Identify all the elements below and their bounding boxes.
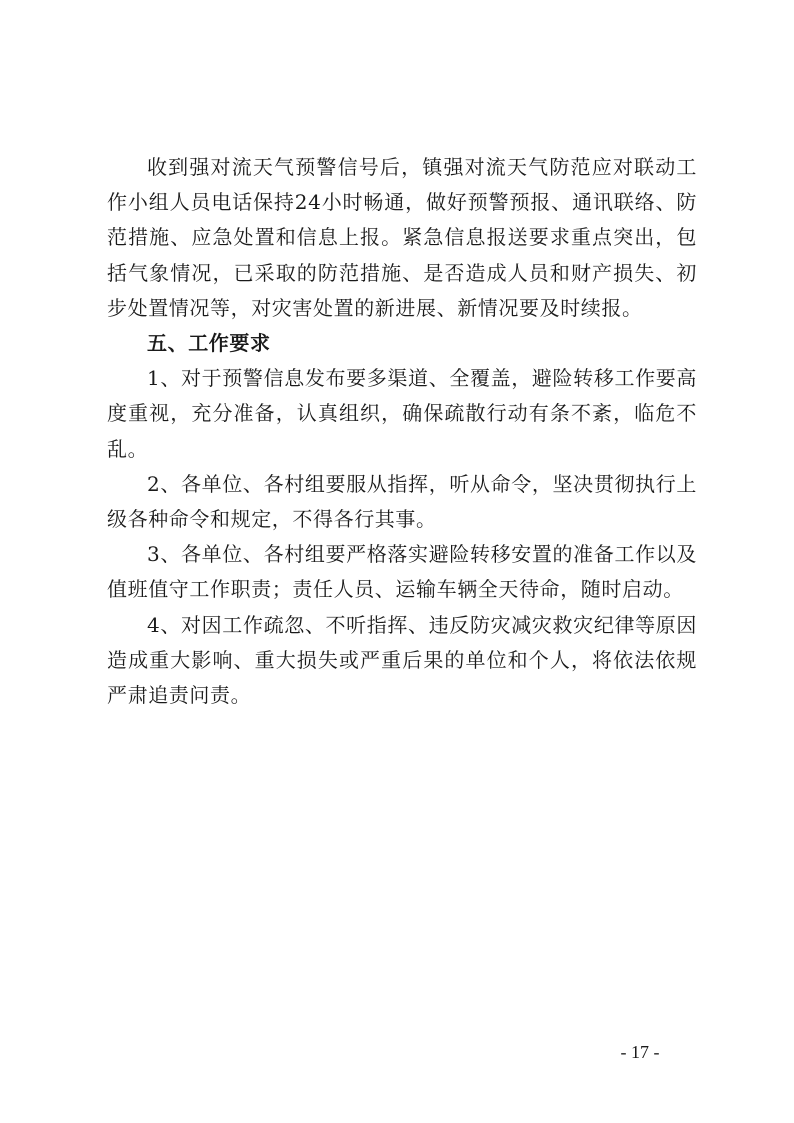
page-number: - 17 - — [620, 1042, 660, 1062]
paragraph-requirement-3: 3、各单位、各村组要严格落实避险转移安置的准备工作以及值班值守工作职责；责任人员、运输车辆全天待命，随时启动。 — [107, 542, 697, 602]
paragraph-warning-response: 收到强对流天气预警信号后，镇强对流天气防范应对联动工作小组人员电话保持24小时畅通，做好预警预报、通讯联络、防范措施、应急处置和信息上报。紧急信息报送要求重点突出，包括气象情况，已采取的防范措施、是否造成人员和财产损失、初步处置情况等，对灾害处置的新进展、新情况要及时续报。 — [107, 155, 697, 320]
section-heading-work-requirements: 五、工作要求 — [147, 331, 271, 356]
paragraph-requirement-4: 4、对因工作疏忽、不听指挥、违反防灾减灾救灾纪律等原因造成重大影响、重大损失或严重后果的单位和个人，将依法依规严肃追责问责。 — [107, 612, 697, 708]
paragraph-requirement-2: 2、各单位、各村组要服从指挥，听从命令，坚决贯彻执行上级各种命令和规定，不得各行其事。 — [107, 471, 697, 532]
paragraph-requirement-1: 1、对于预警信息发布要多渠道、全覆盖，避险转移工作要高度重视，充分准备，认真组织，确保疏散行动有条不紊，临危不乱。 — [107, 366, 697, 461]
document-body — [107, 150, 697, 713]
